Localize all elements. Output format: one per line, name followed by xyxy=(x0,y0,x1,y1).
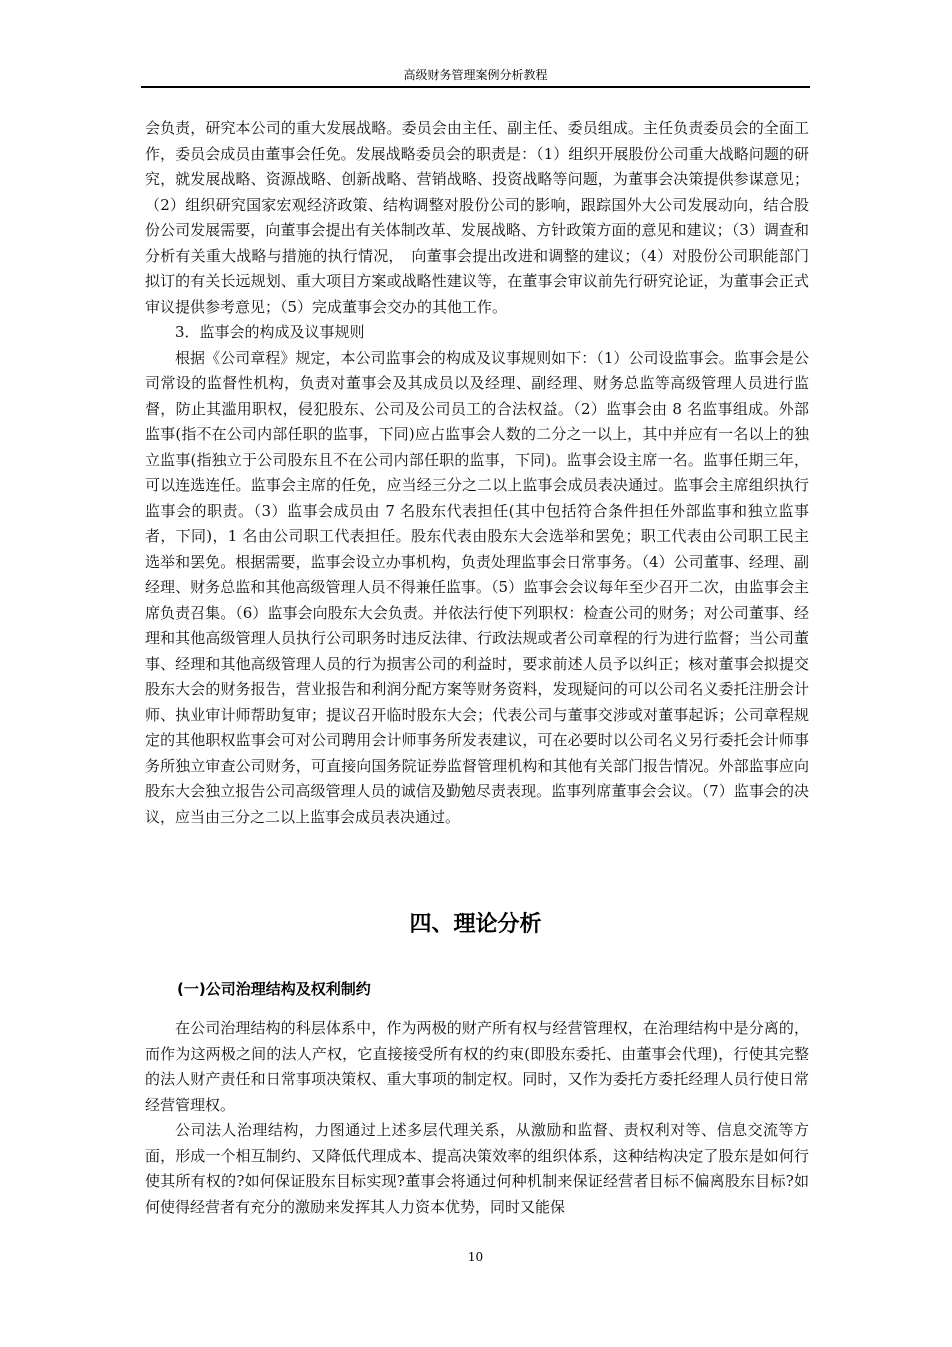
body-text-bottom xyxy=(145,1016,809,1220)
section-title: 四、理论分析 xyxy=(409,912,542,937)
body-text-top xyxy=(145,116,809,830)
paragraph: 在公司治理结构的科层体系中，作为两极的财产所有权与经营管理权，在治理结构中是分离的，而作为这两极之间的法人产权，它直接接受所有权的约束(即股东委托、由董事会代理)，行使其完整的法人财产责任和日常事项决策权、重大事项的制定权。同时，又作为委托方委托经理人员行使日常经营管理权。 xyxy=(145,1019,809,1114)
page-number: 10 xyxy=(467,1250,484,1264)
paragraph: 公司法人治理结构，力图通过上述多层代理关系，从激励和监督、责权利对等、信息交流等方面，形成一个相互制约、又降低代理成本、提高决策效率的组织体系，这种结构决定了股东是如何行使其所有权的?如何保证股东目标实现?董事会将通过何种机制来保证经营者目标不偏离股东目标?如何使得经营者有充分的激励来发挥其人力资本优势，同时又能保 xyxy=(145,1121,809,1216)
paragraph-heading: 3．监事会的构成及议事规则 xyxy=(175,323,365,341)
header-rule xyxy=(141,86,810,88)
paragraph: 会负责，研究本公司的重大发展战略。委员会由主任、副主任、委员组成。主任负责委员会的全面工作，委员会成员由董事会任免。发展战略委员会的职责是：（1）组织开展股份公司重大战略问题的研究，就发展战略、资源战略、创新战略、营销战略、投资战略等问题，为董事会决策提供参谋意见；（2）组织研究国家宏观经济政策、结构调整对股份公司的影响，跟踪国外大公司发展动向，结合股份公司发展需要，向董事会提出有关体制改革、发展战略、方针政策方面的意见和建议；（3）调查和分析有关重大战略与措施的执行情况， 向董事会提出改进和调整的建议；（4）对股份公司职能部门拟订的有关长远规划、重大项目方案或战略性建议等，在董事会审议前先行研究论证，为董事会正式审议提供参考意见；（5）完成董事会交办的其他工作。 xyxy=(145,119,809,316)
subsection-title: (一)公司治理结构及权利制约 xyxy=(177,980,371,998)
paragraph: 根据《公司章程》规定，本公司监事会的构成及议事规则如下：（1）公司设监事会。监事会是公司常设的监督性机构，负责对董事会及其成员以及经理、副经理、财务总监等高级管理人员进行监督，防止其滥用职权，侵犯股东、公司及公司员工的合法权益。（2）监事会由 8 名监事组成。外部监事(指不在公司内部任职的监事，下同)应占监事会人数的二分之一以上，其中并应有一名以上的独立监事(指独立于公司股东且不在公司内部任职的监事，下同)。监事会设主席一名。监事任期三年，可以连选连任。监事会主席的任免，应当经三分之二以上监事会成员表决通过。监事会主席组织执行监事会的职责。（3）监事会成员由 7 名股东代表担任(其中包括符合条件担任外部监事和独立监事者，下同)，1 名由公司职工代表担任。股东代表由股东大会选举和罢免；职工代表由公司职工民主选举和罢免。根据需要，监事会设立办事机构，负责处理监事会日常事务。（4）公司董事、经理、副经理、财务总监和其他高级管理人员不得兼任监事。（5）监事会会议每年至少召开二次，由监事会主席负责召集。（6）监事会向股东大会负责。并依法行使下列职权：检查公司的财务；对公司董事、经理和其他高级管理人员执行公司职务时违反法律、行政法规或者公司章程的行为进行监督；当公司董事、经理和其他高级管理人员的行为损害公司的利益时，要求前述人员予以纠正；核对董事会拟提交股东大会的财务报告，营业报告和利润分配方案等财务资料，发现疑问的可以公司名义委托注册会计师、执业审计师帮助复审；提议召开临时股东大会；代表公司与董事交涉或对董事起诉；公司章程规定的其他职权监事会可对公司聘用会计师事务所发表建议，可在必要时以公司名义另行委托会计师事务所独立审查公司财务，可直接向国务院证券监督管理机构和其他有关部门报告情况。外部监事应向股东大会独立报告公司高级管理人员的诚信及勤勉尽责表现。监事列席董事会会议。（7）监事会的决议，应当由三分之二以上监事会成员表决通过。 xyxy=(145,348,809,826)
running-header: 高级财务管理案例分析教程 xyxy=(403,68,548,82)
